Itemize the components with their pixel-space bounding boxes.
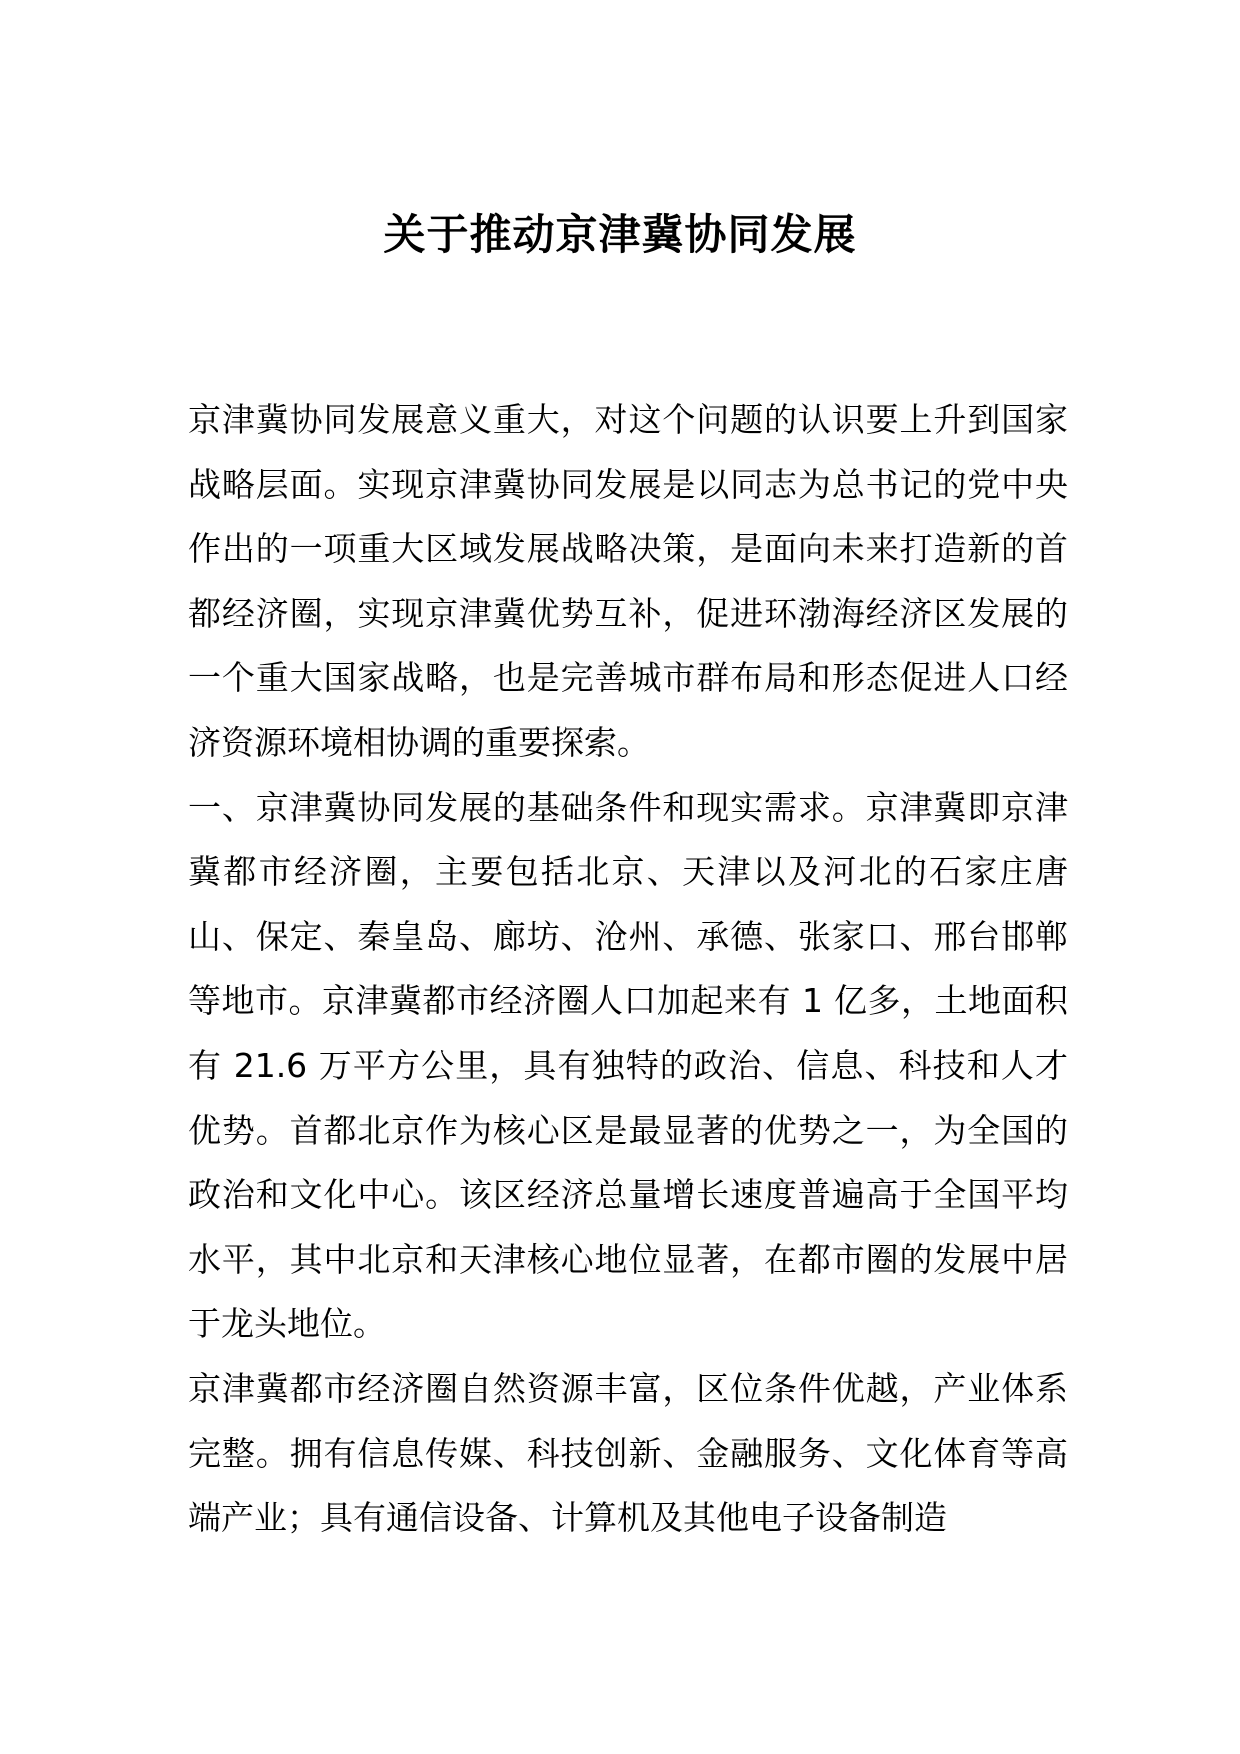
document-body — [188, 388, 1068, 1551]
paragraph-resources: 京津冀都市经济圈自然资源丰富，区位条件优越，产业体系完整。拥有信息传媒、科技创新、金融服务、文化体育等高端产业；具有通信设备、计算机及其他电子设备制造 — [188, 1368, 1068, 1538]
document-title: 关于推动京津冀协同发展 — [383, 210, 857, 259]
paragraph-section-one: 一、京津冀协同发展的基础条件和现实需求。京津冀即京津冀都市经济圈，主要包括北京、天津以及河北的石家庄唐山、保定、秦皇岛、廊坊、沧州、承德、张家口、邢台邯郸等地市。京津冀都市经济圈人口加起来有 1 亿多，土地面积有 21.6 万平方公里，具有独特的政治、信息、科技和人才优势。首都北京作为核心区是最显著的优势之一，为全国的政治和文化中心。该区经济总量增长速度普遍高于全国平均水平，其中北京和天津核心地位显著，在都市圈的发展中居于龙头地位。 — [188, 787, 1068, 1344]
paragraph-introduction: 京津冀协同发展意义重大，对这个问题的认识要上升到国家战略层面。实现京津冀协同发展是以同志为总书记的党中央作出的一项重大区域发展战略决策，是面向未来打造新的首都经济圈，实现京津冀优势互补，促进环渤海经济区发展的一个重大国家战略，也是完善城市群布局和形态促进人口经济资源环境相协调的重要探索。 — [188, 400, 1068, 762]
